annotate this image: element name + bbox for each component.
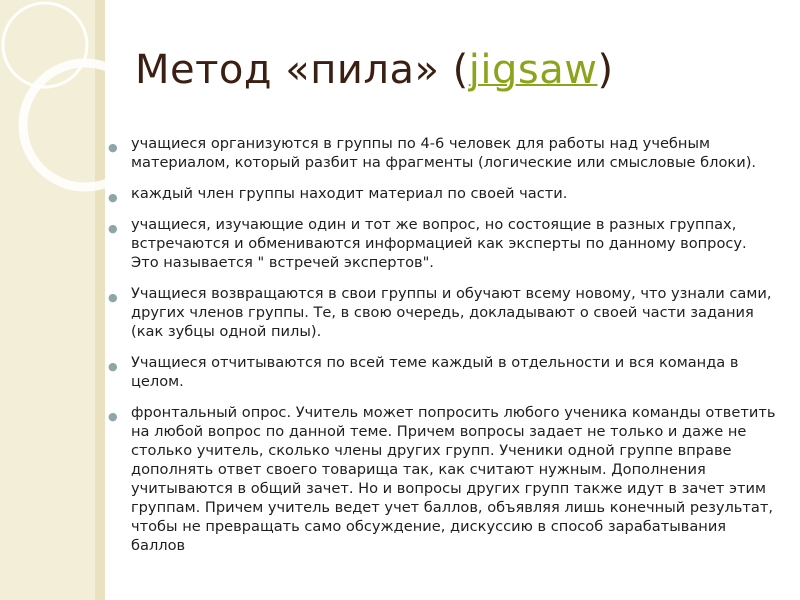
title-suffix: ) [597,47,614,93]
list-item-text: Учащиеся возвращаются в свои группы и обучают всему новому, что узнали сами, других членов группы. Те, в свою очередь, докладывают о своей части задания (как зубцы одной пилы). [131,285,772,340]
bullet-icon: ● [108,360,118,373]
list-item-text: Учащиеся отчитываются по всей теме каждый в отдельности и вся команда в целом. [131,354,739,390]
slide-title [135,47,614,93]
list-item-text: учащиеся, изучающие один и тот же вопрос, но состоящие в разных группах, встречаются и обмениваются информацией как эксперты по данному вопросу. Это называется " встречей экспертов". [131,216,747,271]
list-item-text: учащиеся организуются в группы по 4-6 человек для работы над учебным материалом, который разбит на фрагменты (логические или смысловые блоки). [131,135,757,171]
bullet-list [108,134,778,567]
bullet-icon: ● [108,191,118,204]
list-item [108,403,778,555]
list-item [108,134,778,172]
bullet-icon: ● [108,222,118,235]
decorative-circle-small [146,16,174,44]
list-item [108,215,778,272]
list-item [108,284,778,341]
title-prefix: Метод «пила» ( [135,47,469,93]
bullet-icon: ● [108,410,118,423]
list-item-text: каждый член группы находит материал по своей части. [131,185,568,202]
jigsaw-link[interactable]: jigsaw [468,47,598,93]
list-item [108,353,778,391]
bullet-icon: ● [108,291,118,304]
bullet-icon: ● [108,141,118,154]
list-item-text: фронтальный опрос. Учитель может попросить любого ученика команды ответить на любой вопрос по данной теме. Причем вопросы задает не только и даже не столько учитель, сколько члены других групп. Ученики одной группе вправе дополнять ответ своего товарища так, как считают нужным. Дополнения учитываются в общий зачет. Но и вопросы других групп также идут в зачет этим группам. Причем учитель ведет учет баллов, объявляя лишь конечный результат, чтобы не превращать само обсуждение, дискуссию в способ зарабатывания баллов [131,404,776,554]
list-item [108,184,778,203]
